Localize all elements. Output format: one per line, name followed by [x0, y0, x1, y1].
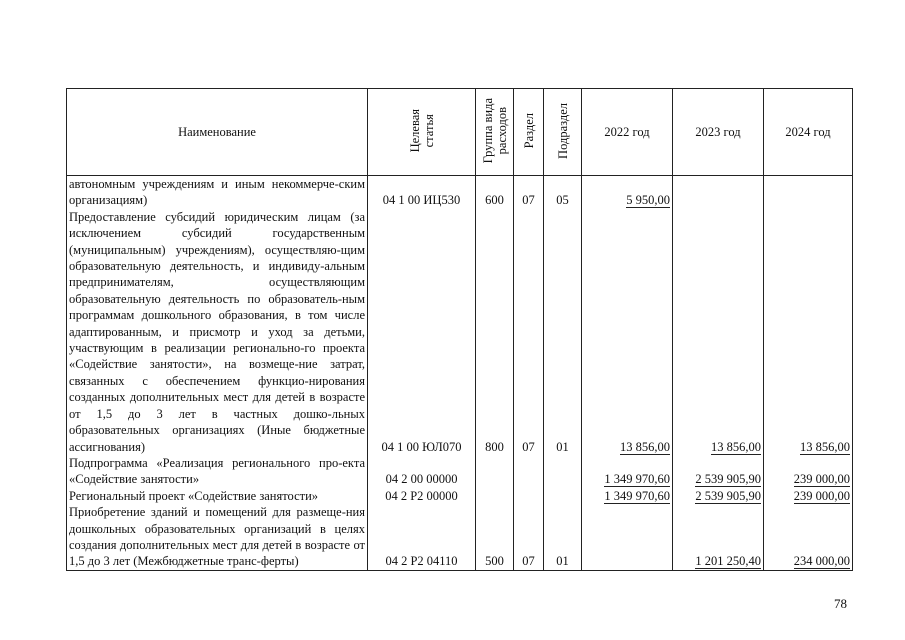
page-number: 78	[834, 596, 847, 611]
row-subsection: 05	[544, 176, 582, 209]
header-target-article: Целевая статья	[368, 89, 476, 176]
row-subsection	[544, 488, 582, 504]
row-subsection: 01	[544, 504, 582, 570]
row-section	[514, 488, 544, 504]
row-value-2024: 239 000,00	[764, 488, 853, 504]
header-name: Наименование	[67, 89, 368, 176]
row-name: автономным учреждениям и иным некоммерче-ским организациям)	[67, 176, 368, 209]
table-row	[67, 455, 853, 488]
budget-table	[66, 88, 853, 571]
header-2023: 2023 год	[673, 89, 764, 176]
row-name: Подпрограмма «Реализация регионального про-екта «Содействие занятости»	[67, 455, 368, 488]
row-value-2023: 13 856,00	[673, 209, 764, 455]
row-expense-group: 600	[476, 176, 514, 209]
row-name: Региональный проект «Содействие занятости»	[67, 488, 368, 504]
row-expense-group: 800	[476, 209, 514, 455]
row-value-2023: 2 539 905,90	[673, 455, 764, 488]
row-value-2024	[764, 176, 853, 209]
row-target-article: 04 2 00 00000	[368, 455, 476, 488]
row-value-2022: 5 950,00	[582, 176, 673, 209]
table-row	[67, 176, 853, 209]
row-target-article: 04 2 Р2 04110	[368, 504, 476, 570]
row-section: 07	[514, 176, 544, 209]
row-target-article: 04 2 Р2 00000	[368, 488, 476, 504]
row-value-2022: 13 856,00	[582, 209, 673, 455]
table-header-row	[67, 89, 853, 176]
row-expense-group	[476, 488, 514, 504]
row-section: 07	[514, 209, 544, 455]
row-target-article: 04 1 00 ИЦ530	[368, 176, 476, 209]
row-subsection: 01	[544, 209, 582, 455]
row-value-2024: 239 000,00	[764, 455, 853, 488]
table-row	[67, 504, 853, 570]
row-value-2024: 13 856,00	[764, 209, 853, 455]
header-expense-group: Группа вида расходов	[476, 89, 514, 176]
row-section	[514, 455, 544, 488]
row-name: Предоставление субсидий юридическим лицам (за исключением субсидий государственным (муниципальным) учреждениям), осуществляю-щим образовательную деятельность, и индивиду-альным предпринимателям, осуществляющим образовательную деятельность по образователь-ным программам дошкольного образования, в том числе адаптированным, и присмотр и уход за детьми, участвующим в реализации регионально-го проекта «Содействие занятости», на возмеще-ние затрат, связанных с обеспечением функцио-нирования созданных дополнительных мест для детей в возрасте от 1,5 до 3 лет в частных дошко-льных образовательных организациях (Иные бюджетные ассигнования)	[67, 209, 368, 455]
row-expense-group	[476, 455, 514, 488]
row-value-2023: 1 201 250,40	[673, 504, 764, 570]
row-value-2022: 1 349 970,60	[582, 488, 673, 504]
header-2024: 2024 год	[764, 89, 853, 176]
row-target-article: 04 1 00 ЮЛ070	[368, 209, 476, 455]
row-value-2022	[582, 504, 673, 570]
table-row	[67, 209, 853, 455]
header-subsection: Подраздел	[544, 89, 582, 176]
table-row	[67, 488, 853, 504]
row-value-2023: 2 539 905,90	[673, 488, 764, 504]
row-value-2022: 1 349 970,60	[582, 455, 673, 488]
header-2022: 2022 год	[582, 89, 673, 176]
row-value-2023	[673, 176, 764, 209]
row-section: 07	[514, 504, 544, 570]
row-subsection	[544, 455, 582, 488]
row-name: Приобретение зданий и помещений для размеще-ния дошкольных образовательных организаций в целях создания дополнительных мест для детей в возрасте от 1,5 до 3 лет (Межбюджетные транс-ферты)	[67, 504, 368, 570]
row-value-2024: 234 000,00	[764, 504, 853, 570]
row-expense-group: 500	[476, 504, 514, 570]
header-section: Раздел	[514, 89, 544, 176]
